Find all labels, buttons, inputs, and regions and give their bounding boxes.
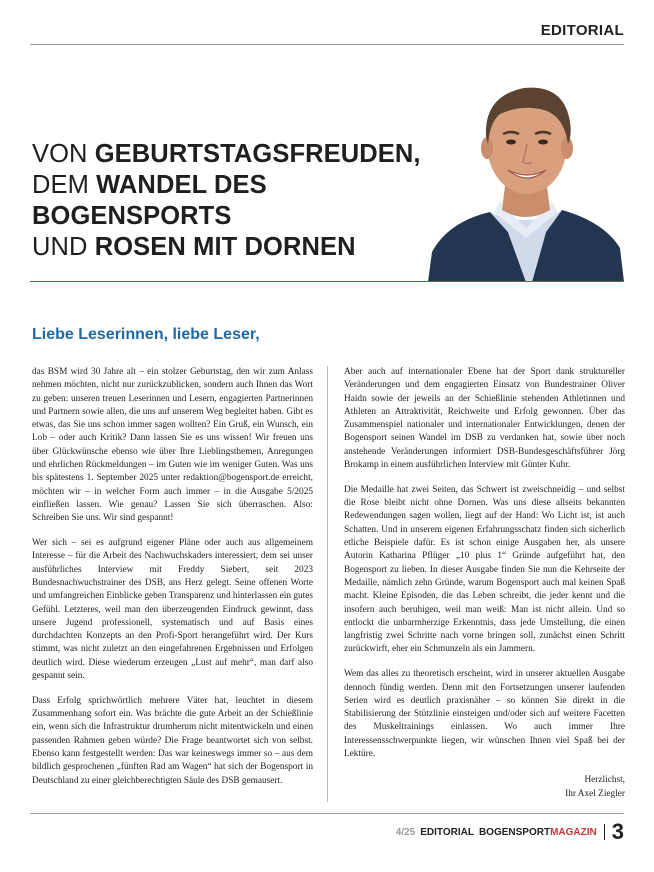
- headline-line3-light: UND: [32, 233, 88, 261]
- article-headline: [32, 139, 432, 263]
- headline-line1-light: VON: [32, 140, 88, 168]
- portrait-illustration: [428, 52, 624, 282]
- paragraph: Wer sich – sei es aufgrund eigener Pläne oder auch aus allgemeinem Interesse – für die Arbeit des Nachwuchskaders interessiert, dem sei unser ausführliches Interview mit Freddy Siebert, seit 2023 Bundesnachwuchstrainer des DSB, ans Herz gelegt. Seine offenen Worte und umfangreichen Einblicke geben Transparenz und hinterlassen ein gutes Gefühl. Letzteres, weil man den überzeugenden Eindruck gewinnt, dass unsere Jugend professionell, systematisch und auf Basis eines durchdachten Konzepts an den Profi-Sport herangeführt wird. Der Kurs stimmt, was nicht zuletzt an den eingefahrenen Ergebnissen und Erfolgen deutlich wird. Diese wiederum erzeugen „Lust auf mehr“, man darf also gespannt sein.: [32, 538, 313, 682]
- paragraph: das BSM wird 30 Jahre alt – ein stolzer Geburtstag, den wir zum Anlass nehmen möchten, nicht nur zurückzublicken, sondern auch Ihnen das Wort zu geben: unseren treuen Leserinnen und Lesern, engagierten Partnerinnen und Partnern sowie allen, die uns auf unserem Weg begleitet haben. Gibt es etwas, das Sie uns schon immer sagen wollten? Ein Gruß, ein Wunsch, ein Lob – oder auch Kritik? Dann lassen Sie es uns wissen! Wir freuen uns über Glückwünsche ebenso wie über Ihre Lieblingsthemen, Anregungen und ehrlichen Rückmeldungen – im Guten wie im weniger Guten. Was uns bis spätestens 1. September 2025 unter redaktion@bogensport.de erreicht, möchten wir – in welcher Form auch immer – in die Ausgabe 5/2025 einfließen lassen. Wie genau? Lassen Sie sich überraschen. Also: Schreiben Sie uns. Wir sind gespannt!: [32, 367, 313, 524]
- column-divider: [327, 366, 328, 802]
- magazine-name: [479, 827, 597, 838]
- top-divider: [30, 44, 624, 45]
- footer-section: EDITORIAL: [420, 826, 474, 838]
- magazine-name-part1: BOGENSPORT: [478, 826, 551, 838]
- signoff-signature: Ihr Axel Ziegler: [565, 788, 625, 799]
- headline-line2-bold: WANDEL DES BOGENSPORTS: [32, 171, 267, 230]
- paragraph: Wem das alles zu theoretisch erscheint, wird in unserer aktuellen Ausgabe dennoch fündig werden. Denn mit den Fortsetzungen unserer laufenden Serien wird es deutlich praxisnäher – so können Sie direkt in die Stabilisierung der Stützlinie einsteigen und/oder sich auf weitere Facetten des Muskeltrainings einlassen. Wo auch immer Ihre Interessensschwerpunkte liegen, wir wünschen Ihnen viel Spaß bei der Lektüre.: [344, 669, 625, 760]
- footer-separator: [604, 824, 605, 840]
- issue-number: 4/25: [395, 826, 416, 838]
- author-portrait: [428, 52, 624, 282]
- headline-divider: [30, 281, 624, 282]
- salutation: Liebe Leserinnen, liebe Leser,: [32, 326, 260, 343]
- text-column-left: [32, 366, 313, 799]
- section-label: EDITORIAL: [540, 22, 624, 39]
- headline-line2-light: DEM: [32, 171, 89, 199]
- page-footer: [395, 819, 624, 844]
- bottom-divider: [30, 813, 624, 814]
- signoff: [344, 773, 625, 801]
- paragraph: Dass Erfolg sprichwörtlich mehrere Väter hat, leuchtet in diesem Zusammenhang sofort ein. Was brächte die gute Arbeit an der Schießlinie ein, wenn sich die Infrastruktur drumherum nicht mitentwickeln und einen passenden Rahmen geben würde? Die Frage beantwortet sich von selbst. Ebenso kann festgestellt werden: Das war keineswegs immer so – aus dem bildlich gesprochenen „fünften Rad am Wagen“ hat sich der Bogensport in Deutschland zu einer gleichberechtigten Säule des DSB gemausert.: [32, 695, 313, 786]
- signoff-greeting: Herzlichst,: [584, 774, 625, 785]
- paragraph: Die Medaille hat zwei Seiten, das Schwert ist zweischneidig – und selbst die Rose bleibt nicht ohne Dornen. Was uns diese allseits bekannten Redewendungen sagen wollen, liegt auf der Hand: Wo Licht ist, ist auch Schatten. Und in unserem eigenen Erfahrungsschatz finden sich sicherlich etliche Beispiele dafür. Es ist schon einige Ausgaben her, als unsere Autorin Katharina Pflüger „10 plus 1“ Gründe aufgeführt hat, den Bogensport zu lieben. In dieser Ausgabe finden Sie nun die Kehrseite der Medaille, nämlich zehn Gründe, warum Bogensport auch mal keinen Spaß macht. Kleine Episoden, die das Leben schreibt, die jeder kennt und die insofern auch beruhigen, weil man weiß: Man ist nicht allein. Und so entlockt die unbarmherzige Erkenntnis, dass jede Umstellung, die einen langfristig zwei Schritte nach vorne bringen soll, zunächst einen Schritt zurückwirft, eher ein Schmunzeln als ein Jammern.: [344, 484, 625, 655]
- text-column-right: [344, 366, 625, 801]
- magazine-name-part2: MAGAZIN: [550, 826, 597, 838]
- page-number: 3: [611, 819, 624, 844]
- headline-line1-bold: GEBURTSTAGSFREUDEN,: [94, 140, 421, 168]
- paragraph: Aber auch auf internationaler Ebene hat der Sport dank struktureller Veränderungen und dem engagierten Einsatz von Bundestrainer Oliver Haidn sowie der jeweils an der Schießlinie stehenden Athletinnen und Athleten an Attraktivität, Reichweite und Erfolg gewonnen. Über das Zusammenspiel nationaler und internationaler Entwicklungen, denen der Bogensport seinen Wandel im DSB zu verdanken hat, sowie über noch anstehende Veränderungen informiert DSB-Bundesgeschäftsführer Jörg Brokamp in einem ausführlichen Interview mit Günter Kuhr.: [344, 367, 625, 471]
- headline-line3-bold: ROSEN MIT DORNEN: [94, 233, 356, 261]
